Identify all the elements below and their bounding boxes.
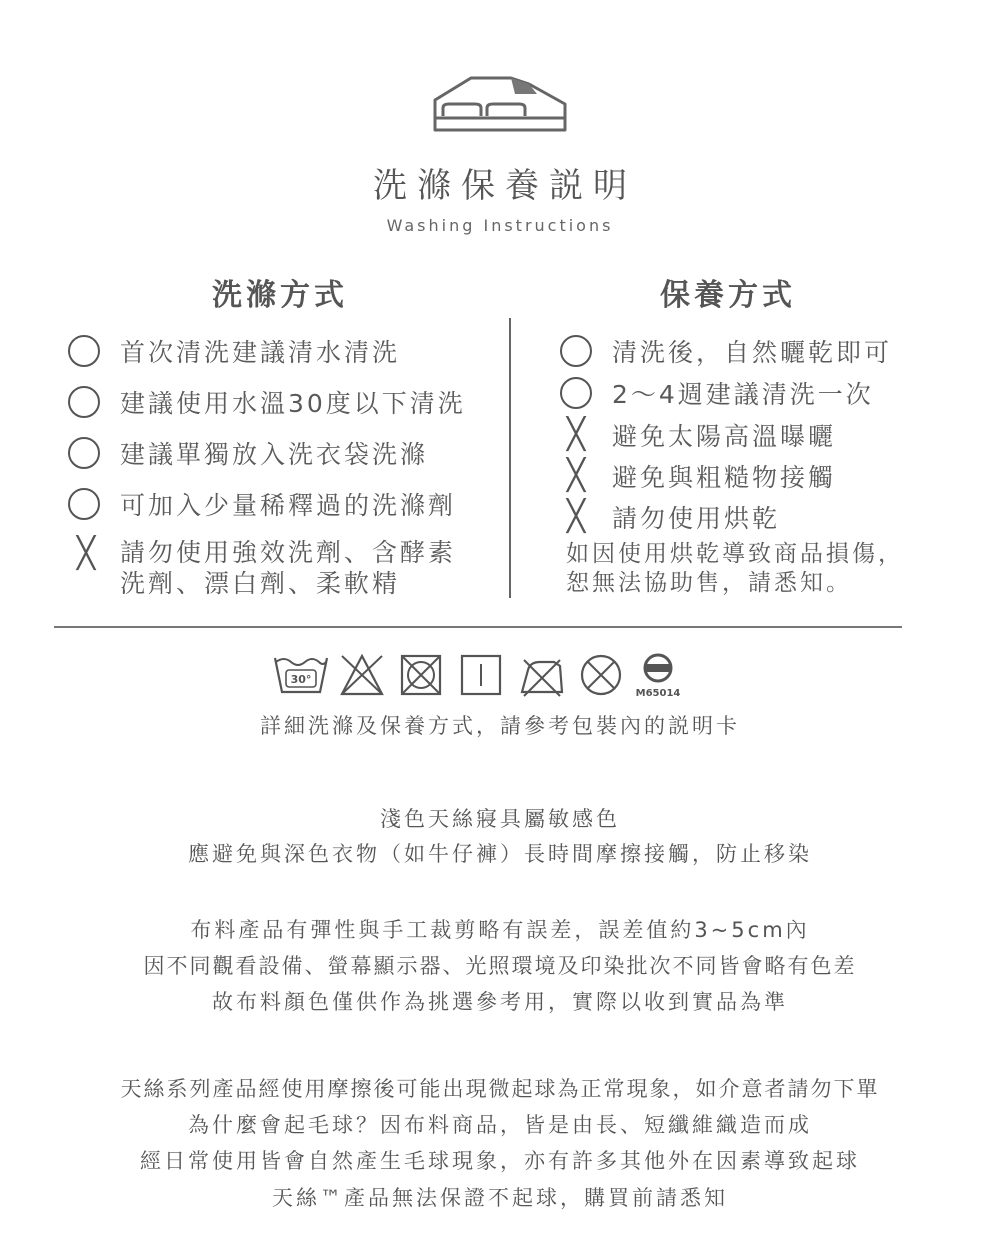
care-item: [560, 455, 836, 497]
washing-prohibited-text: [120, 537, 456, 599]
washing-item-text: 建議使用水溫30度以下清洗: [120, 389, 466, 418]
page-subtitle: Washing Instructions: [386, 216, 614, 235]
care-note-line: 恕無法協助售，請悉知。: [566, 570, 852, 596]
pilling-note-line: 為什麼會起毛球？因布料商品，皆是由長、短纖維織造而成: [188, 1113, 812, 1137]
care-item: [560, 372, 874, 414]
fabric-note-line: 布料產品有彈性與手工裁剪略有誤差，誤差值約3~5cm內: [190, 918, 810, 942]
care-note-line: 如因使用烘乾導致商品損傷，: [566, 541, 904, 567]
washing-item-text: 首次清洗建議清水清洗: [120, 338, 401, 367]
page-title: 洗滌保養説明: [373, 166, 637, 206]
washing-item-text: 可加入少量稀釋過的洗滌劑: [120, 491, 457, 520]
section-divider: [54, 626, 902, 628]
prohibited-cross-icon: ╳: [76, 536, 96, 571]
washing-item-text: 建議單獨放入洗衣袋洗滌: [120, 440, 429, 469]
care-heading: 保養方式: [660, 278, 796, 313]
fabric-note-line: 故布料顏色僅供作為挑選參考用，實際以收到實品為準: [212, 990, 788, 1014]
ok-circle-icon: [68, 488, 100, 520]
care-symbols: [272, 652, 692, 698]
washing-item: [68, 483, 456, 525]
care-item: [560, 414, 836, 456]
bed-logo-icon: [433, 74, 569, 134]
column-divider: [509, 318, 511, 598]
pilling-note-line: 天絲系列產品經使用摩擦後可能出現微起球為正常現象，如介意者請勿下單: [120, 1077, 880, 1101]
fabric-note-line: 因不同觀看設備、螢幕顯示器、光照環境及印染批次不同皆會略有色差: [143, 954, 857, 978]
care-item-text: 清洗後，自然曬乾即可: [612, 338, 893, 367]
care-item-text: 避免與粗糙物接觸: [612, 463, 837, 492]
washing-heading: 洗滌方式: [212, 278, 348, 313]
color-note-line: 淺色天絲寢具屬敏感色: [380, 807, 620, 831]
wash-30-icon: [275, 658, 327, 692]
cert-code-label: M65014: [635, 688, 681, 698]
symbols-caption: 詳細洗滌及保養方式，請參考包裝內的説明卡: [260, 714, 740, 738]
ok-circle-icon: [68, 437, 100, 469]
pilling-note-line: 天絲™產品無法保證不起球，購買前請悉知: [272, 1186, 728, 1210]
prohibited-cross-icon: ╳: [566, 417, 586, 452]
no-tumble-dry-icon: [402, 656, 440, 694]
washing-item: [68, 330, 400, 372]
washing-prohibited-line: 洗劑、漂白劑、柔軟精: [120, 569, 401, 598]
line-dry-icon: [462, 656, 500, 694]
no-dry-clean-icon: [582, 656, 620, 694]
care-item-text: 2～4週建議清洗一次: [612, 380, 874, 409]
wash-temp-label: 30°: [290, 673, 312, 686]
care-item: [560, 496, 780, 538]
certification-mark-icon: [636, 655, 681, 698]
pilling-note-line: 經日常使用皆會自然產生毛球現象，亦有許多其他外在因素導致起球: [140, 1149, 860, 1173]
prohibited-cross-icon: ╳: [566, 499, 586, 534]
ok-circle-icon: [560, 335, 592, 367]
no-iron-icon: [522, 660, 562, 696]
no-bleach-icon: [342, 656, 382, 694]
washing-item: [68, 381, 466, 423]
ok-circle-icon: [68, 335, 100, 367]
care-note: [566, 540, 904, 598]
prohibited-cross-icon: ╳: [566, 458, 586, 493]
washing-item: [68, 432, 428, 474]
ok-circle-icon: [68, 386, 100, 418]
washing-prohibited-line: 請勿使用強效洗劑、含酵素: [120, 538, 457, 567]
care-item: [560, 330, 892, 372]
care-item-text: 避免太陽高溫曝曬: [612, 422, 837, 451]
color-note-line: 應避免與深色衣物（如牛仔褲）長時間摩擦接觸，防止移染: [188, 842, 812, 866]
care-item-text: 請勿使用烘乾: [612, 504, 781, 533]
ok-circle-icon: [560, 377, 592, 409]
